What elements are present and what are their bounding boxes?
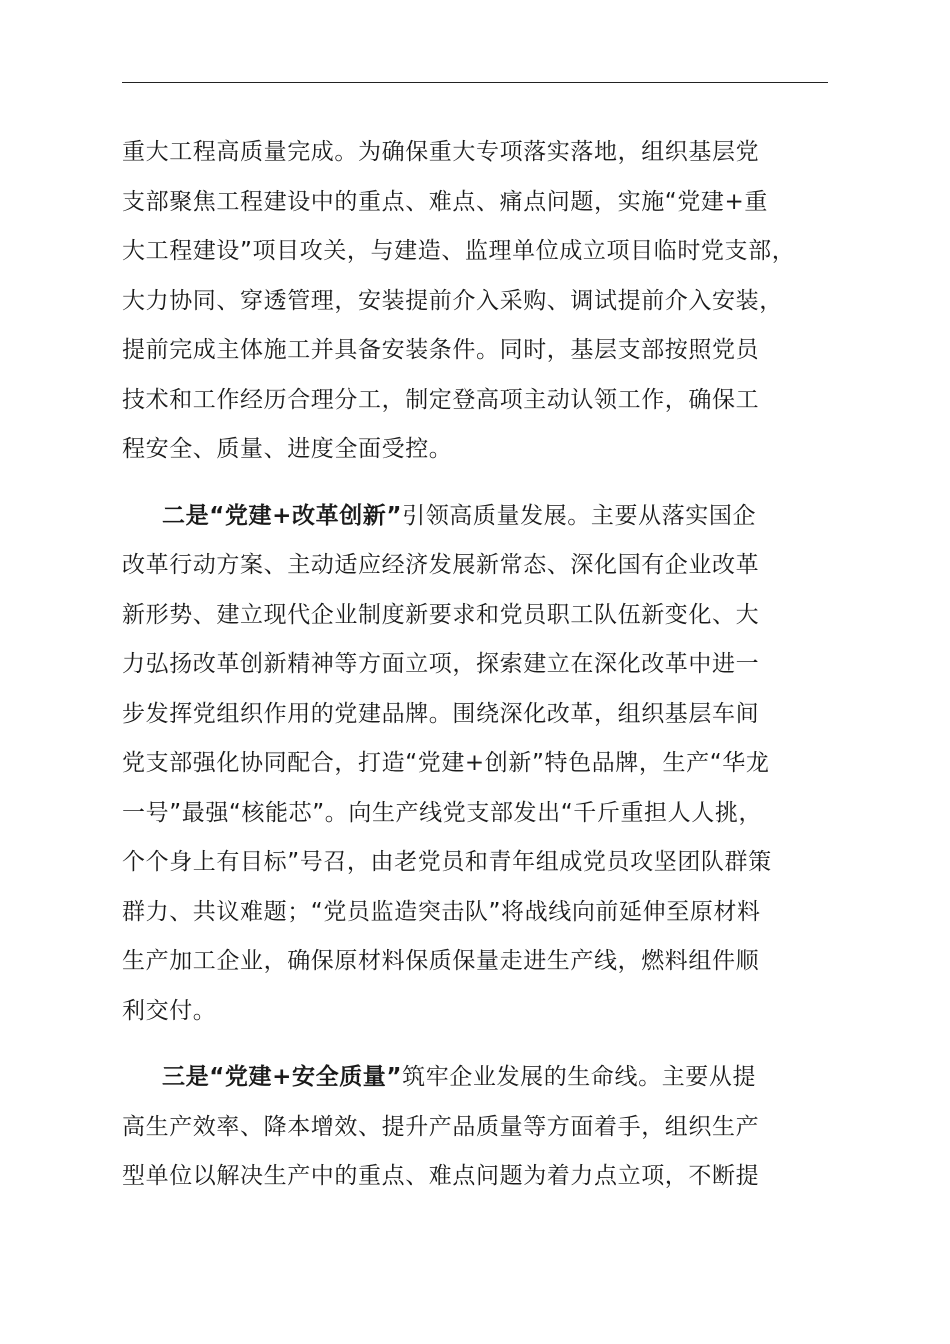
paragraph-first-line: [122, 492, 834, 542]
document-body: [122, 128, 834, 1202]
paragraph-line: 程安全、质量、进度全面受控。: [122, 436, 453, 462]
paragraph-line: 重大工程高质量完成。为确保重大专项落实落地，组织基层党: [122, 139, 760, 165]
paragraph-line: 高生产效率、降本增效、提升产品质量等方面着手，组织生产: [122, 1113, 760, 1140]
paragraph-line: 提前完成主体施工并具备安装条件。同时，基层支部按照党员: [122, 337, 760, 363]
paragraph-line: 支部聚焦工程建设中的重点、难点、痛点问题，实施“党建+重: [122, 188, 768, 215]
paragraph-gap: [122, 1036, 834, 1053]
paragraph-line: 党支部强化协同配合，打造“党建+创新”特色品牌，生产“华龙: [122, 750, 770, 776]
header-rule: [122, 82, 828, 83]
paragraph-line: 技术和工作经历合理分工，制定登高项主动认领工作，确保工: [122, 386, 760, 413]
paragraph-line: 步发挥党组织作用的党建品牌。围绕深化改革，组织基层车间: [122, 700, 760, 727]
paragraph-lead-phrase: 三是“党建+安全质量”: [162, 1064, 403, 1090]
paragraph-first-line: [122, 1053, 834, 1103]
paragraph-3: [122, 1053, 834, 1202]
paragraph-line: 生产加工企业，确保原材料保质保量走进生产线，燃料组件顺: [122, 948, 760, 974]
paragraph-first-line-text: 引领高质量发展。主要从落实国企: [402, 502, 757, 529]
paragraph-lead-phrase: 二是“党建+改革创新”: [162, 502, 403, 529]
paragraph-1: [122, 128, 834, 475]
paragraph-line: 新形势、建立现代企业制度新要求和党员职工队伍新变化、大: [122, 601, 760, 628]
paragraph-line: 改革行动方案、主动适应经济发展新常态、深化国有企业改革: [122, 552, 760, 578]
paragraph-line: 力弘扬改革创新精神等方面立项，探索建立在深化改革中进一: [122, 651, 760, 677]
paragraph-line: 大工程建设”项目攻关，与建造、监理单位成立项目临时党支部，: [122, 238, 796, 264]
paragraph-line: 群力、共议难题；“党员监造突击队”将战线向前延伸至原材料: [122, 898, 761, 925]
paragraph-line: 一号”最强“核能芯”。向生产线党支部发出“千斤重担人人挑，: [122, 799, 763, 826]
paragraph-first-line-text: 筑牢企业发展的生命线。主要从提: [402, 1064, 757, 1090]
paragraph-line: 大力协同、穿透管理，安装提前介入采购、调试提前介入安装，: [122, 287, 783, 314]
paragraph-gap: [122, 475, 834, 492]
paragraph-line: 利交付。: [122, 997, 217, 1024]
paragraph-line: 型单位以解决生产中的重点、难点问题为着力点立项，不断提: [122, 1163, 760, 1189]
paragraph-2: [122, 492, 834, 1037]
paragraph-line: 个个身上有目标”号召，由老党员和青年组成党员攻坚团队群策: [122, 849, 772, 875]
